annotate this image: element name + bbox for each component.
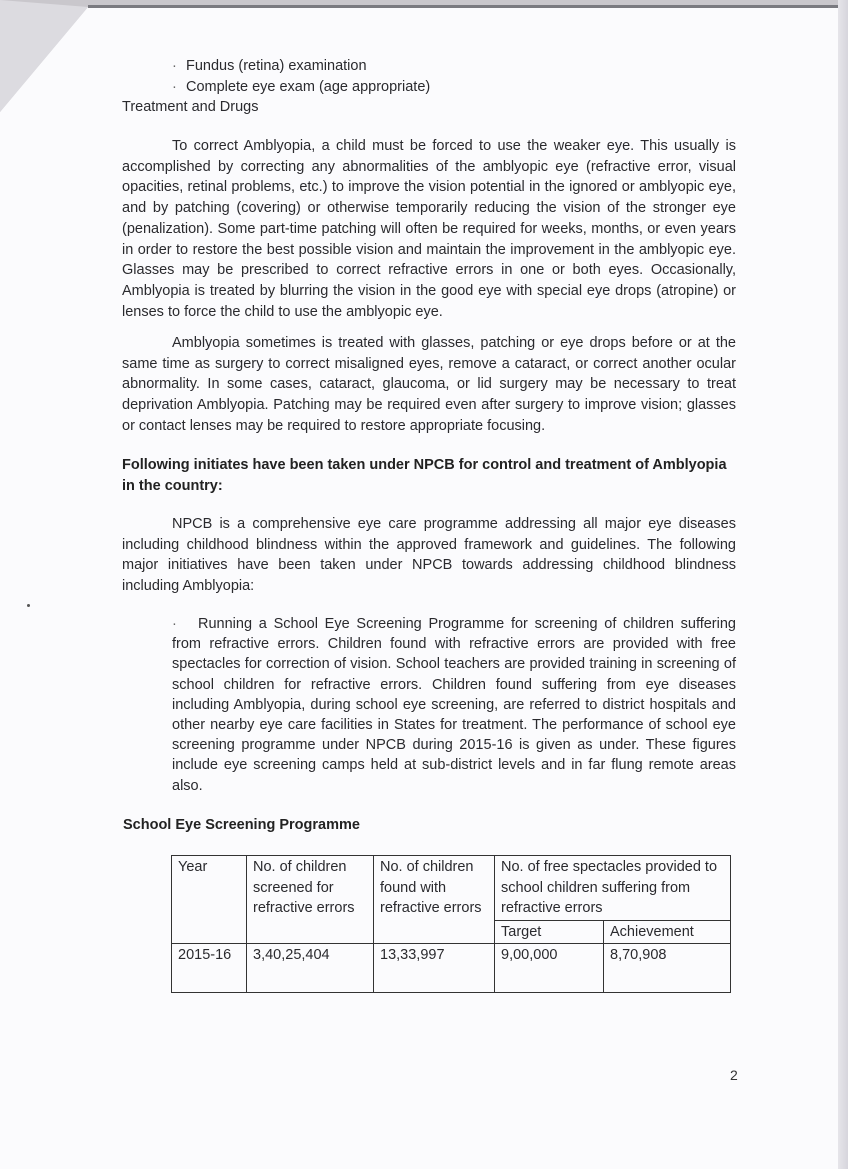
table-row: [172, 944, 731, 993]
cell-screened: 3,40,25,404: [247, 944, 374, 993]
bullet-fundus-exam: [172, 56, 367, 76]
bullet-text: Running a School Eye Screening Programme for screening of children suffering from refractive errors. Children found with refractive errors are provided with free spectacles for correction of vision. School teachers are provided training in screening of school children for refractive errors. Children found suffering from eye diseases including Amblyopia, during school eye screening, are referred to district hospitals and other nearby eye care facilities in States for treatment. The performance of school eye screening programme under NPCB during 2015-16 is given as under. These figures include eye screening camps held at sub-district levels and in far flung remote areas also.: [172, 616, 736, 794]
page-number: 2: [730, 1067, 738, 1083]
header-year: Year: [172, 856, 247, 944]
bullet-text: Complete eye exam (age appropriate): [186, 79, 431, 95]
bullet-dot-icon: ·: [172, 616, 177, 632]
bullet-complete-eye-exam: [172, 77, 430, 97]
paragraph-correct-amblyopia: To correct Amblyopia, a child must be forced to use the weaker eye. This usually is accomplished by correcting any abnormalities of the amblyopic eye (refractive error, visual opacities, retinal problems, etc.) to improve the vision potential in the ignored or amblyopic eye, and by patching (covering) or otherwise temporarily reducing the vision of the stronger eye (penalization). Some part-time patching will often be required for weeks, months, or even years in order to restore the best possible vision and maintain the improvement in the amblyopic eye. Glasses may be prescribed to correct refractive errors in one or both eyes. Occasionally, Amblyopia is treated by blurring the vision in the good eye with special eye drops (atropine) or lenses to force the child to use the amblyopic eye.: [122, 138, 736, 320]
initiative-bullet-school-screening: [172, 614, 736, 796]
cell-achievement: 8,70,908: [604, 944, 731, 993]
header-screened: No. of children screened for refractive errors: [247, 856, 374, 944]
paragraph-treatment-options: Amblyopia sometimes is treated with glasses, patching or eye drops before or at the same time as surgery to correct misaligned eyes, remove a cataract, or correct another ocular abnormality. In some cases, cataract, glaucoma, or lid surgery may be necessary to treat deprivation Amblyopia. Patching may be required even after surgery to improve vision; glasses or contact lenses may be required to restore appropriate focusing.: [122, 335, 736, 434]
bullet-dot-icon: ·: [172, 58, 177, 74]
screening-table: [171, 855, 731, 993]
bullet-text: Fundus (retina) examination: [186, 58, 367, 74]
header-target: Target: [495, 920, 604, 944]
header-found: No. of children found with refractive errors: [374, 856, 495, 944]
paragraph-npcb-overview: NPCB is a comprehensive eye care programme addressing all major eye diseases including childhood blindness within the approved framework and guidelines. The following major initiatives have been taken under NPCB towards addressing childhood blindness including Amblyopia:: [122, 516, 736, 595]
header-achievement: Achievement: [604, 920, 731, 944]
cell-year: 2015-16: [172, 944, 247, 993]
page-top-edge: [88, 5, 838, 8]
npcb-initiatives-heading: Following initiates have been taken under NPCB for control and treatment of Amblyopia in the country:: [122, 457, 727, 494]
table-title: School Eye Screening Programme: [123, 817, 360, 833]
treatment-heading: Treatment and Drugs: [122, 99, 259, 115]
page-right-edge: [838, 0, 848, 1169]
table-header-row: [172, 856, 731, 921]
scan-speck: [27, 604, 30, 607]
cell-target: 9,00,000: [495, 944, 604, 993]
header-spectacles: No. of free spectacles provided to school children suffering from refractive errors: [495, 856, 731, 921]
cell-found: 13,33,997: [374, 944, 495, 993]
bullet-dot-icon: ·: [172, 79, 177, 95]
